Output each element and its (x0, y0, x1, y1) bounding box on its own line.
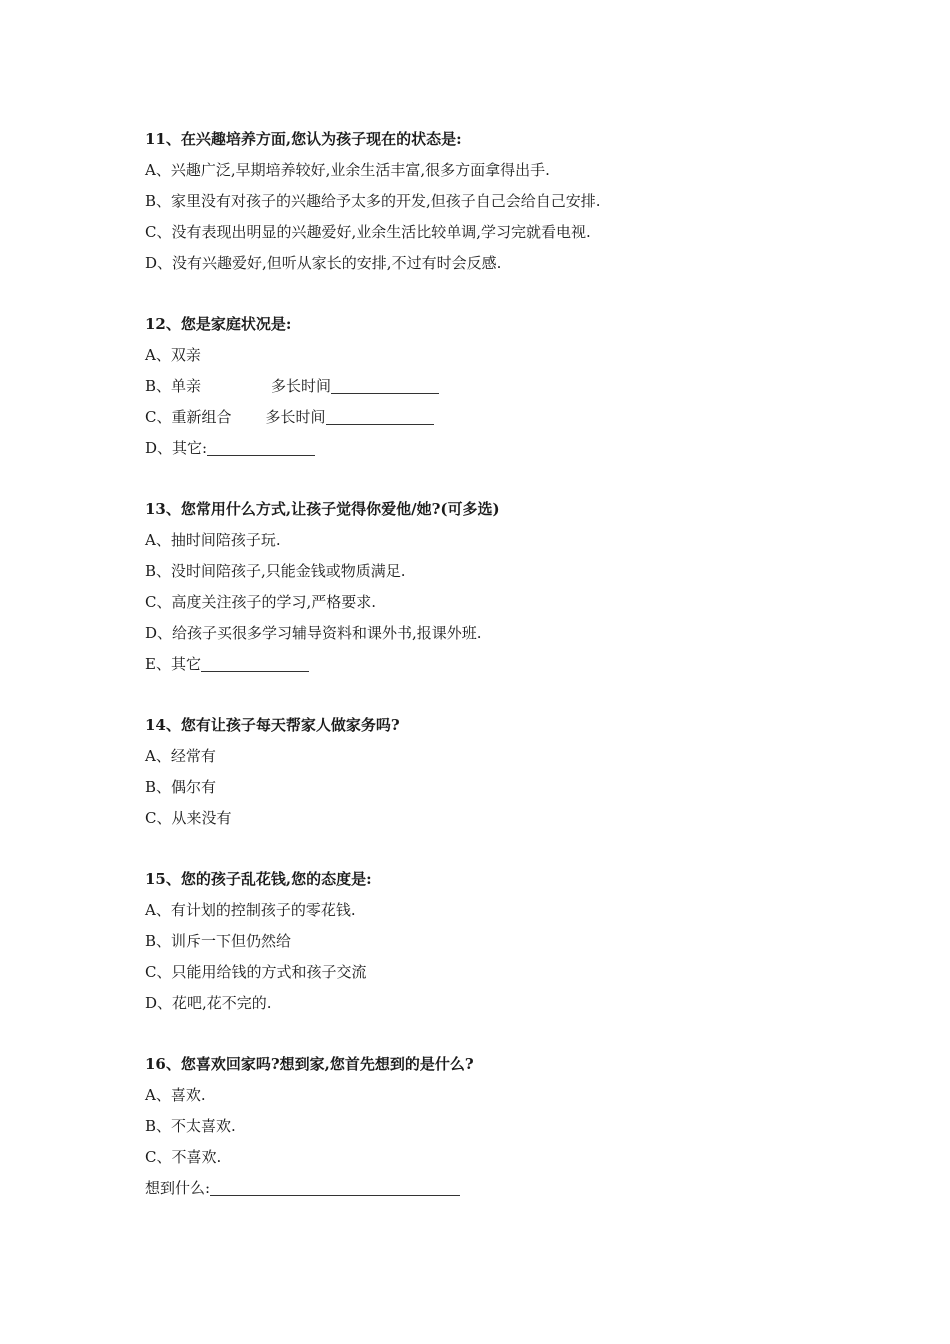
question-12-option-c-label: C、重新组合 (145, 408, 232, 426)
question-16-title: 16、您喜欢回家吗?想到家,您首先想到的是什么? (145, 1055, 474, 1073)
question-15 (145, 864, 845, 1019)
question-13-option-e-label: E、其它 (145, 655, 201, 673)
question-16-option-b: B、不太喜欢. (145, 1117, 236, 1135)
question-16-followup-blank[interactable] (210, 1177, 460, 1196)
question-13-option-a: A、抽时间陪孩子玩. (145, 531, 281, 549)
question-11-option-a: A、兴趣广泛,早期培养较好,业余生活丰富,很多方面拿得出手. (145, 161, 550, 179)
question-15-option-d: D、花吧,花不完的. (145, 994, 272, 1012)
question-13-option-d: D、给孩子买很多学习辅导资料和课外书,报课外班. (145, 624, 482, 642)
question-11-option-c: C、没有表现出明显的兴趣爱好,业余生活比较单调,学习完就看电视. (145, 223, 591, 241)
question-16-option-a: A、喜欢. (145, 1086, 206, 1104)
question-11-title: 11、在兴趣培养方面,您认为孩子现在的状态是: (145, 130, 462, 148)
question-16 (145, 1049, 845, 1204)
question-11-option-d: D、没有兴趣爱好,但听从家长的安排,不过有时会反感. (145, 254, 502, 272)
question-14 (145, 710, 845, 834)
question-13-option-b: B、没时间陪孩子,只能金钱或物质满足. (145, 562, 406, 580)
question-13-title: 13、您常用什么方式,让孩子觉得你爱他/她?(可多选) (145, 500, 500, 518)
question-12-option-b (145, 371, 845, 402)
question-11 (145, 124, 845, 279)
question-12 (145, 309, 845, 464)
question-12-option-d-blank[interactable] (207, 437, 315, 456)
question-12-option-c-duration-blank[interactable] (326, 406, 434, 425)
question-12-option-d-label: D、其它: (145, 439, 208, 457)
question-14-option-c: C、从来没有 (145, 809, 232, 827)
question-12-option-a: A、双亲 (145, 346, 201, 364)
question-15-title: 15、您的孩子乱花钱,您的态度是: (145, 870, 372, 888)
question-11-option-b: B、家里没有对孩子的兴趣给予太多的开发,但孩子自己会给自己安排. (145, 192, 601, 210)
question-12-option-b-duration-blank[interactable] (331, 375, 439, 394)
question-14-title: 14、您有让孩子每天帮家人做家务吗? (145, 716, 400, 734)
question-12-option-b-duration-label: 多长时间 (271, 377, 332, 395)
question-16-followup-label: 想到什么: (145, 1179, 211, 1197)
question-12-option-c-duration-label: 多长时间 (265, 408, 326, 426)
question-13-option-e (145, 649, 845, 680)
question-12-option-d (145, 433, 845, 464)
question-14-option-b: B、偶尔有 (145, 778, 217, 796)
question-12-option-b-label: B、单亲 (145, 377, 202, 395)
question-15-option-b: B、训斥一下但仍然给 (145, 932, 292, 950)
question-16-followup (145, 1173, 845, 1204)
question-15-option-c: C、只能用给钱的方式和孩子交流 (145, 963, 367, 981)
question-13 (145, 494, 845, 680)
question-14-option-a: A、经常有 (145, 747, 216, 765)
question-15-option-a: A、有计划的控制孩子的零花钱. (145, 901, 356, 919)
question-16-option-c: C、不喜欢. (145, 1148, 222, 1166)
questionnaire-page (145, 124, 845, 1234)
question-12-title: 12、您是家庭状况是: (145, 315, 292, 333)
question-13-option-e-blank[interactable] (201, 653, 309, 672)
question-12-option-c (145, 402, 845, 433)
question-13-option-c: C、高度关注孩子的学习,严格要求. (145, 593, 377, 611)
